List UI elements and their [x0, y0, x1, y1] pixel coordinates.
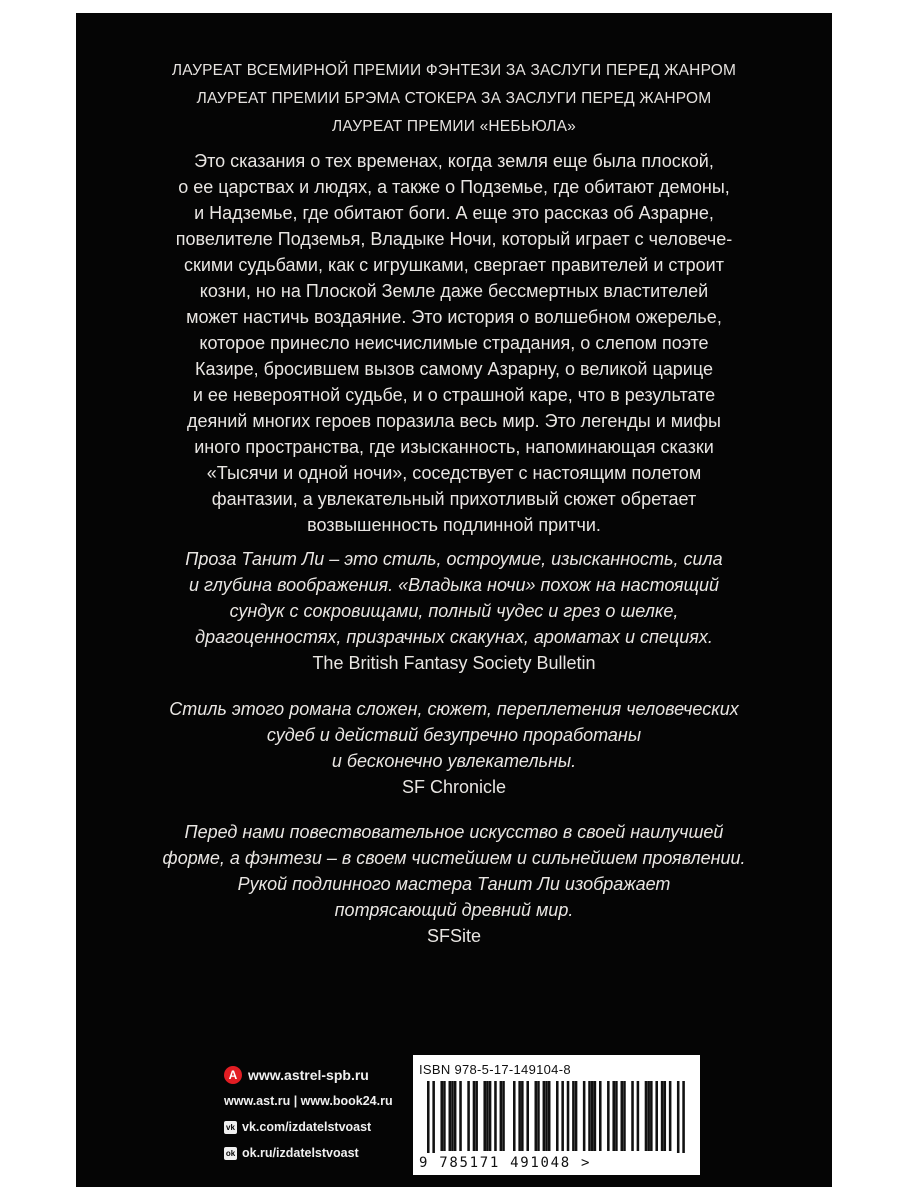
description-line: козни, но на Плоской Земле даже бессмертных властителей: [199, 281, 709, 301]
barcode-bar: [486, 1081, 489, 1151]
review-quote-sf-chronicle: [132, 696, 776, 800]
barcode-bar: [661, 1081, 664, 1151]
review-quote-bfs: [132, 546, 776, 676]
barcode-bar: [459, 1081, 462, 1151]
award-line: ЛАУРЕАТ ВСЕМИРНОЙ ПРЕМИИ ФЭНТЕЗИ ЗА ЗАСЛУГИ ПЕРЕД ЖАНРОМ: [171, 62, 737, 79]
barcode-bar: [669, 1081, 672, 1151]
barcode-bar: [489, 1081, 492, 1151]
quote-line: и глубина воображения. «Владыка ночи» похож на настоящий: [188, 575, 720, 595]
barcode-bar: [494, 1081, 497, 1151]
quote-line: Проза Танит Ли – это стиль, остроумие, изысканность, сила: [185, 549, 723, 569]
barcode-bar: [513, 1081, 516, 1151]
isbn-barcode: [413, 1055, 700, 1175]
barcode-bar: [567, 1081, 570, 1151]
ok-link[interactable]: ok.ru/izdatelstvoast: [242, 1146, 359, 1160]
description-line: и ее невероятной судьбе, и о страшной каре, что в результате: [192, 385, 716, 405]
barcode-bar: [655, 1081, 658, 1151]
ok-icon: ok: [225, 1148, 236, 1158]
main-site-row[interactable]: [224, 1065, 434, 1085]
book-description: [132, 148, 776, 538]
award-line: ЛАУРЕАТ ПРЕМИИ «НЕБЬЮЛА»: [332, 118, 576, 135]
barcode-bar: [612, 1081, 615, 1151]
description-line: о ее царствах и людях, а также о Подземье, где обитают демоны,: [178, 177, 730, 197]
barcode-bar: [545, 1081, 548, 1151]
barcode-bar: [473, 1081, 476, 1151]
barcode-bar: [650, 1081, 653, 1151]
isbn-text: ISBN 978-5-17-149104-8: [419, 1062, 571, 1077]
barcode-bar: [682, 1081, 685, 1153]
barcode-bar: [599, 1081, 602, 1151]
barcode-bar: [475, 1081, 478, 1151]
description-line: скими судьбами, как с игрушками, свергает правителей и строит: [184, 255, 724, 275]
barcode-bar: [561, 1081, 564, 1151]
description-line: Казире, бросившем вызов самому Азрарну, о великой царице: [195, 359, 713, 379]
description-line: иного пространства, где изысканность, напоминающая сказки: [194, 437, 714, 457]
description-line: фантазии, а увлекательный прихотливый сюжет обретает: [211, 489, 697, 509]
barcode-bar: [454, 1081, 457, 1151]
main-site-link[interactable]: www.astrel-spb.ru: [248, 1067, 369, 1083]
review-quote-sfsite: [132, 819, 776, 949]
barcode-bar: [607, 1081, 610, 1151]
barcode-bar: [664, 1081, 667, 1151]
award-line: ЛАУРЕАТ ПРЕМИИ БРЭМА СТОКЕРА ЗА ЗАСЛУГИ ПЕРЕД ЖАНРОМ: [196, 90, 712, 107]
quote-line: драгоценностях, призрачных скакунах, ароматах и специях.: [195, 627, 713, 647]
quote-line: судеб и действий безупречно проработаны: [266, 725, 642, 745]
quote-source: SF Chronicle: [401, 777, 507, 797]
description-line: и Надземье, где обитают боги. А еще это рассказ об Азрарне,: [194, 203, 714, 223]
barcode-bar: [500, 1081, 503, 1151]
quote-line: сундук с сокровищами, полный чудес и грез о шелке,: [229, 601, 679, 621]
barcode-bar: [449, 1081, 452, 1151]
quote-line: и бесконечно увлекательны.: [331, 751, 577, 771]
barcode-bar: [443, 1081, 446, 1151]
description-line: деяний многих героев поразила весь мир. Это легенды и мифы: [187, 411, 721, 431]
barcode-bar: [615, 1081, 618, 1151]
barcode-bar: [591, 1081, 594, 1151]
description-line: «Тысячи и одной ночи», соседствует с настоящим полетом: [206, 463, 702, 483]
quote-line: Перед нами повествовательное искусство в своей наилучшей: [184, 822, 724, 842]
barcode-bar: [548, 1081, 551, 1151]
publisher-links: [224, 1065, 434, 1169]
vk-icon: vk: [224, 1121, 237, 1134]
barcode-bar: [483, 1081, 486, 1151]
description-line: которое принесло неисчислимые страдания, о слепом поэте: [199, 333, 709, 353]
barcode-bar: [543, 1081, 546, 1151]
quote-line: потрясающий древний мир.: [334, 900, 574, 920]
ok-row[interactable]: [224, 1143, 434, 1163]
barcode-bar: [556, 1081, 559, 1151]
description-line: может настичь воздаяние. Это история о волшебном ожерелье,: [186, 307, 722, 327]
quote-source: The British Fantasy Society Bulletin: [312, 653, 596, 673]
barcode-bar: [537, 1081, 540, 1151]
barcode-bar: [621, 1081, 624, 1151]
barcode-bar: [451, 1081, 454, 1151]
barcode-bar: [631, 1081, 634, 1151]
barcode-bar: [588, 1081, 591, 1151]
quote-line: Стиль этого романа сложен, сюжет, переплетения человеческих: [169, 699, 739, 719]
barcode-bar: [467, 1081, 470, 1151]
barcode-bar: [623, 1081, 626, 1151]
barcode-bar: [594, 1081, 597, 1151]
barcode-bar: [583, 1081, 586, 1151]
book-back-cover: [76, 13, 832, 1187]
secondary-sites-row[interactable]: [224, 1091, 434, 1111]
barcode-bar: [677, 1081, 680, 1153]
description-line: повелителе Подземья, Владыке Ночи, который играет с человече-: [175, 229, 733, 249]
barcode-bar: [427, 1081, 430, 1153]
quote-line: Рукой подлинного мастера Танит Ли изображает: [237, 874, 671, 894]
vk-link[interactable]: vk.com/izdatelstvoast: [242, 1120, 372, 1134]
description-line: возвышенность подлинной притчи.: [307, 515, 601, 535]
barcode-bar: [521, 1081, 524, 1151]
barcode-bar: [526, 1081, 529, 1151]
quote-line: форме, а фэнтези – в своем чистейшем и сильнейшем проявлении.: [162, 848, 746, 868]
barcode-bar: [572, 1081, 575, 1151]
barcode-bar: [575, 1081, 578, 1151]
publisher-logo-icon: A: [224, 1066, 242, 1084]
barcode-bar: [502, 1081, 505, 1151]
barcode-bar: [432, 1081, 435, 1153]
barcode-bar: [518, 1081, 521, 1151]
description-line: Это сказания о тех временах, когда земля еще была плоской,: [194, 151, 714, 171]
barcode-bar: [440, 1081, 443, 1151]
barcode-bar: [535, 1081, 538, 1151]
quote-source: SFSite: [426, 926, 482, 946]
barcode-bar: [645, 1081, 648, 1151]
barcode-bar: [637, 1081, 640, 1151]
awards-block: [76, 57, 832, 141]
barcode-digits: 9 785171 491048 >: [419, 1155, 592, 1171]
barcode-bars: [427, 1081, 685, 1153]
secondary-sites-link[interactable]: www.ast.ru | www.book24.ru: [224, 1094, 393, 1108]
barcode-bar: [647, 1081, 650, 1151]
vk-row[interactable]: [224, 1117, 434, 1137]
